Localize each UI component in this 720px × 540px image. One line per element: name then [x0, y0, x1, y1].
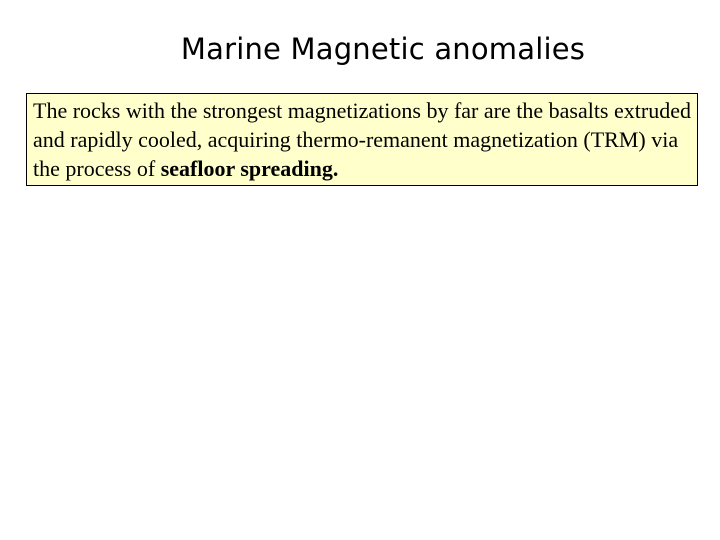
body-text: The rocks with the strongest magnetizations by far are the basalts extruded and rapidly cooled, acquiring thermo-remanent magnetization (TRM) via the process of — [33, 98, 691, 181]
slide-title: Marine Magnetic anomalies — [180, 32, 586, 66]
highlighted-text-box — [26, 93, 698, 186]
emphasized-term: seafloor spreading. — [160, 156, 339, 181]
